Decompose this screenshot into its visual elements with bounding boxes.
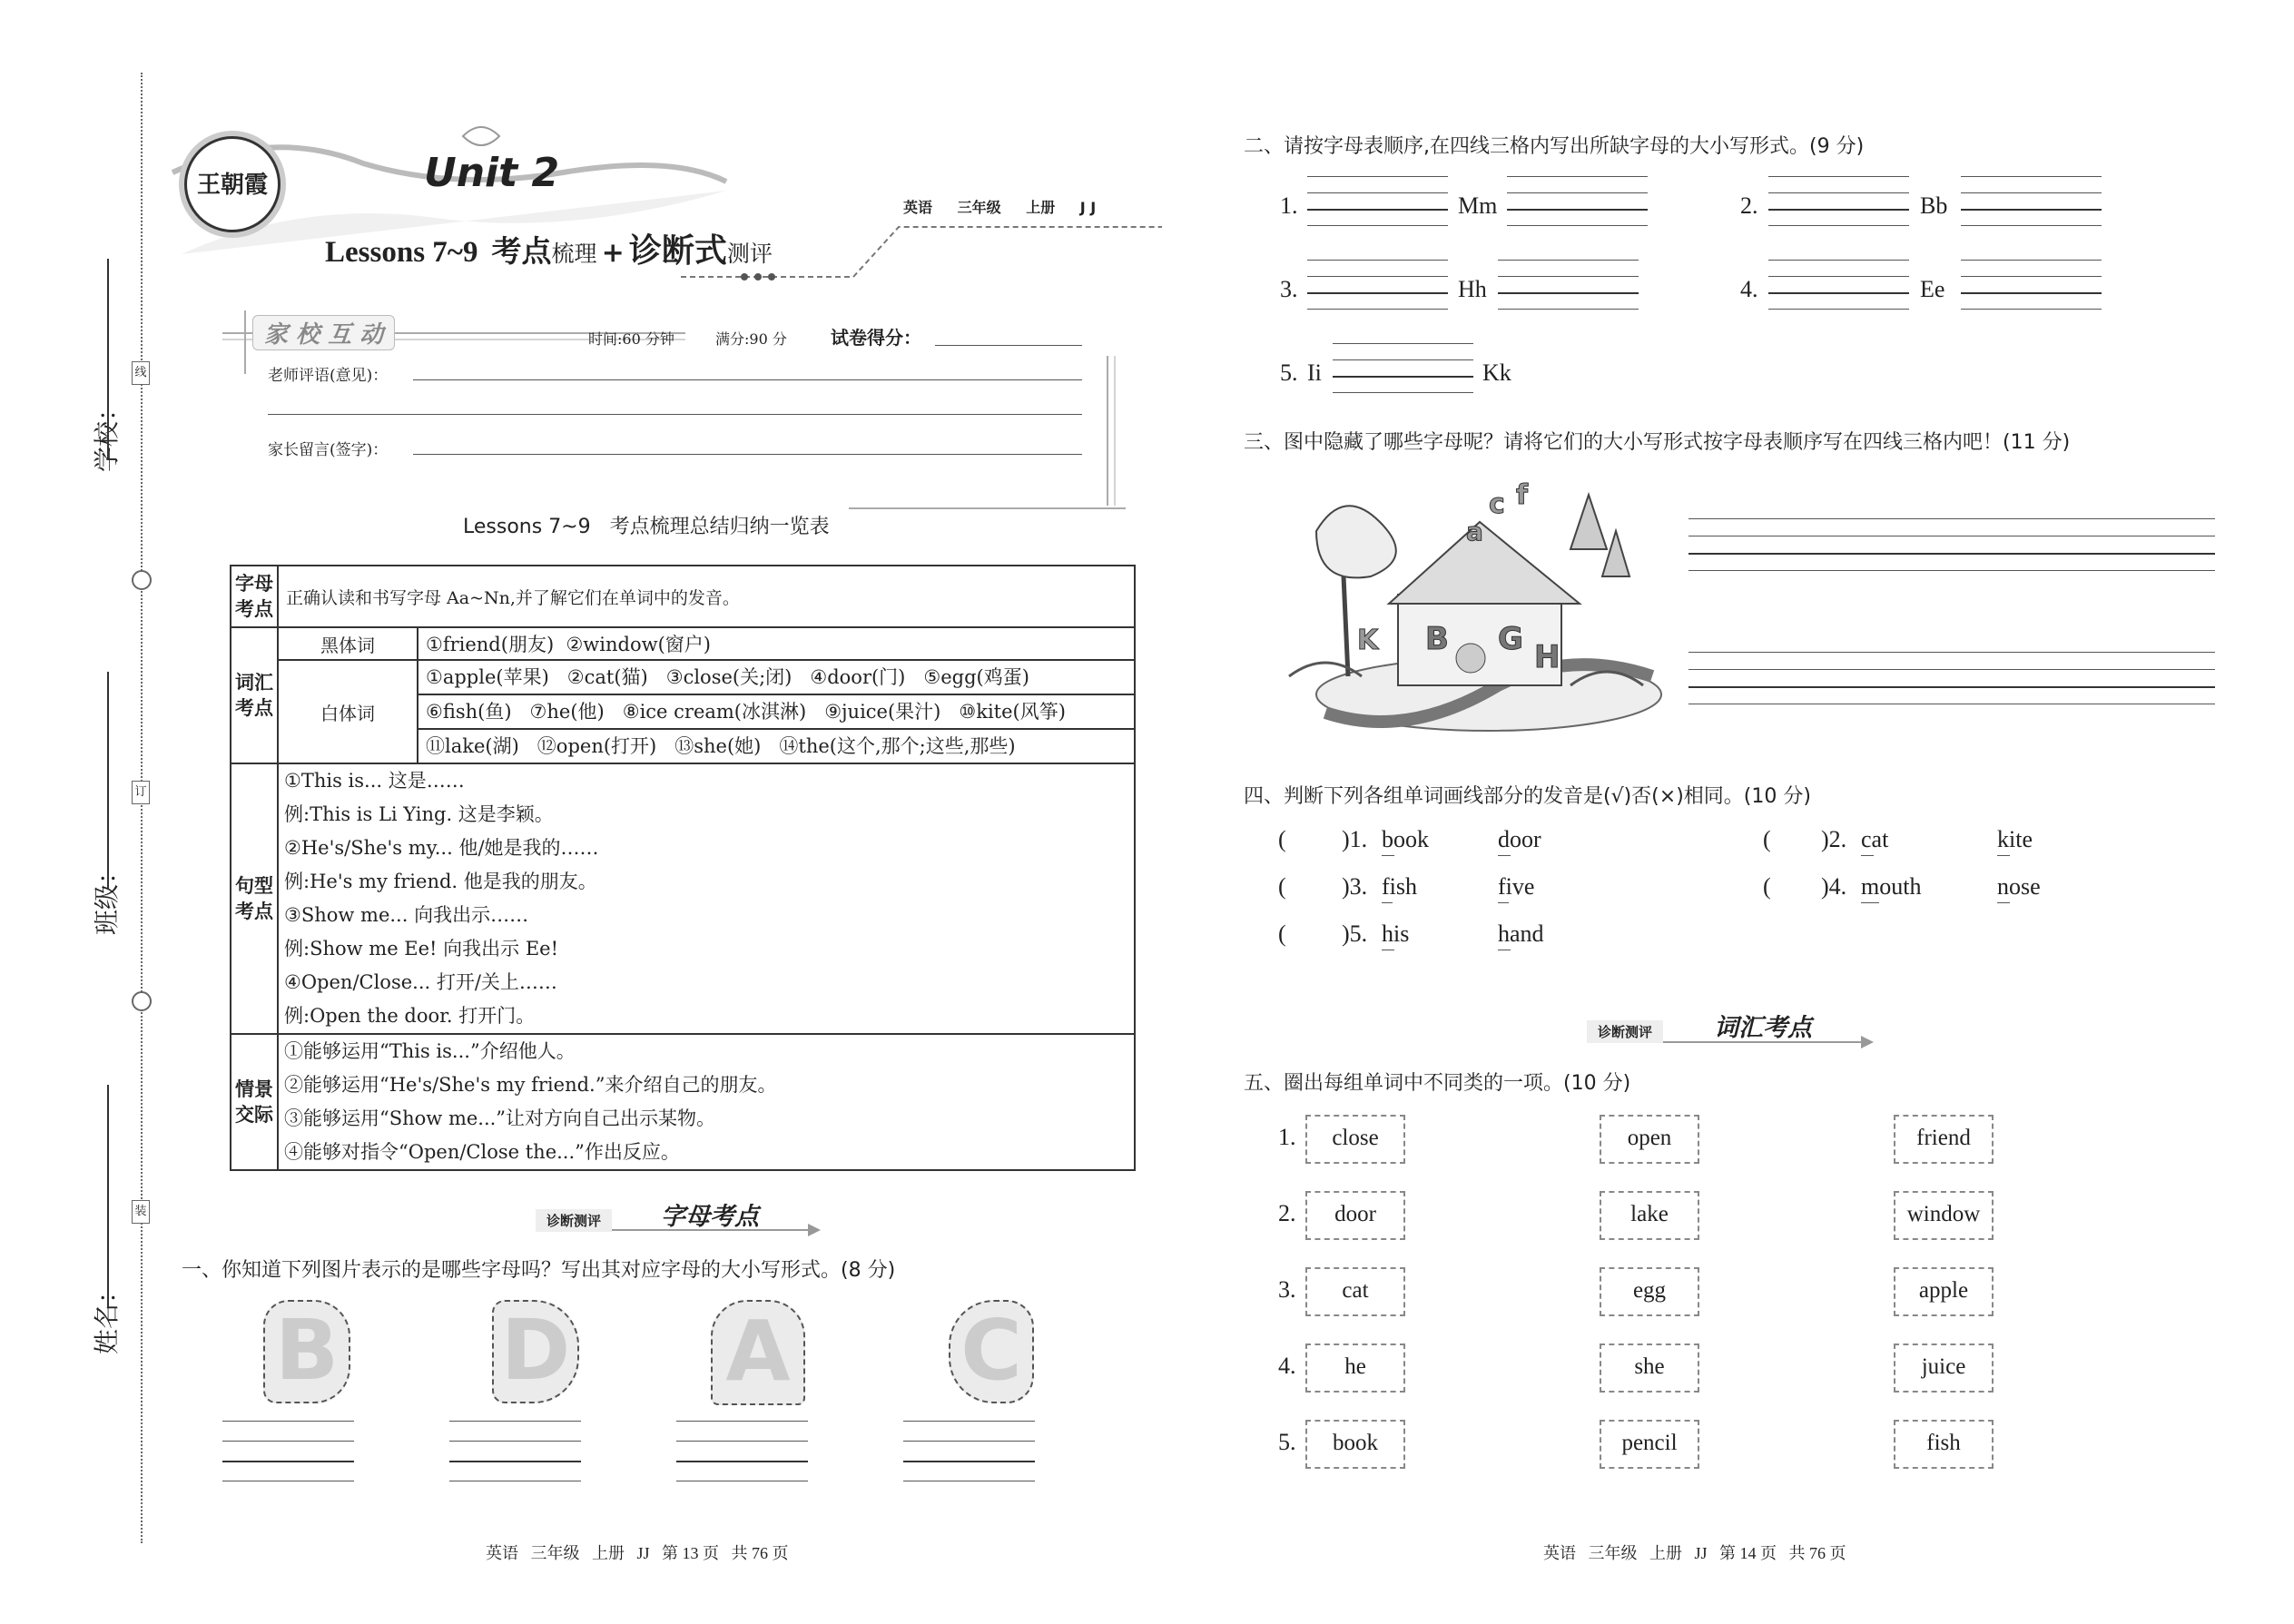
q5-word-box[interactable]: friend [1894,1115,1994,1164]
q2-given-3: Hh [1458,276,1487,302]
sentence-cat-1: 句型 [235,875,273,897]
q5-word-box[interactable]: book [1305,1420,1405,1469]
q4-paren-3[interactable]: ( [1278,873,1286,900]
situation-cat-2: 交际 [235,1104,273,1126]
parent-message-label: 家长留言(签字)： [268,441,389,459]
q2-num-4: 4. [1740,276,1758,302]
teacher-comment-line-2[interactable] [268,414,1082,415]
situation-category [231,1034,278,1170]
q2-grid-4b[interactable] [1961,260,2102,309]
q2-given-1: Mm [1458,192,1498,219]
sentence-row [231,763,1135,1034]
q1-picture-c [949,1300,1034,1403]
letter-cat-2: 考点 [235,598,273,620]
seal-mark-2: 订 [132,781,150,804]
white-words-line-3: ⑪lake(湖) ⑫open(打开) ⑬she(她) ⑭the(这个,那个;这些,那些) [426,735,1016,757]
situation-row [231,1034,1135,1170]
white-words-label: 白体词 [278,660,418,763]
sentence-category [231,763,278,1034]
q4-num-1: )1. [1342,826,1368,852]
class-field[interactable] [107,672,109,890]
q5-word-box[interactable]: window [1894,1191,1994,1240]
q2-grid-5[interactable] [1333,343,1473,392]
q1-answer-grid-3[interactable] [676,1421,808,1481]
q2-grid-1a[interactable] [1307,176,1448,225]
q2-grid-3b[interactable] [1498,260,1639,309]
q5-word-box[interactable]: apple [1894,1267,1994,1316]
q4-paren-2[interactable]: ( [1763,826,1771,852]
svg-text:a: a [1466,517,1483,546]
brand-logo [184,136,281,232]
sentence-content [278,763,1135,1034]
q1-picture-a [711,1300,805,1405]
name-field[interactable] [107,1085,109,1307]
q3-answer-grid-1[interactable] [1689,518,2215,570]
sentence-line: 例:He's my friend. 他是我的朋友。 [284,871,597,892]
q4-word-3b: five [1498,873,1535,900]
q2-grid-3a[interactable] [1307,260,1448,309]
letter-content: 正确认读和书写字母 Aa~Nn,并了解它们在单词中的发音。 [278,566,1135,627]
q4-underline [1382,855,1394,856]
seal-mark-3: 装 [132,1200,150,1224]
section-letters-title: 字母考点 [661,1203,759,1231]
tag-grade: 三年级 [957,199,1001,216]
q5-word-box[interactable]: she [1600,1343,1699,1393]
shuli: 梳理 [551,241,597,267]
class-label: 班级： [92,858,122,935]
q5-word-box[interactable]: he [1305,1343,1405,1393]
ceping: 测评 [726,241,773,267]
teacher-comment-label: 老师评语(意见)： [268,367,389,385]
q4-underline [1997,902,2010,903]
q2-given-5: Ii [1307,359,1322,386]
q2-num-1: 1. [1280,192,1298,219]
q5-prompt: 五、圈出每组单词中不同类的一项。(10 分) [1244,1072,1631,1095]
q5-word-box[interactable]: open [1600,1115,1699,1164]
q4-underline [1498,855,1511,856]
q4-underline [1382,902,1393,903]
q5-word-box[interactable]: pencil [1600,1420,1699,1469]
unit-title: Unit 2 [424,150,560,196]
plus-sign: + [601,237,625,269]
q1-answer-grid-4[interactable] [903,1421,1035,1481]
tag-subject: 英语 [903,199,933,216]
vocab-cat-1: 词汇 [235,672,273,694]
q4-prompt: 四、判断下列各组单词画线部分的发音是(√)否(×)相同。(10 分) [1244,785,1811,808]
q4-num-3: )3. [1342,873,1368,900]
q4-underline [1498,902,1509,903]
q4-paren-5[interactable]: ( [1278,920,1286,947]
binding-line [141,73,143,1543]
footer-right: 英语 三年级 上册 JJ 第 14 页 共 76 页 [1543,1544,1846,1562]
q5-word-box[interactable]: cat [1305,1267,1405,1316]
letter-cat-1: 字母 [235,573,273,595]
situation-line: ④能够对指令“Open/Close the...”作出反应。 [284,1141,680,1163]
q5-word-box[interactable]: close [1305,1115,1405,1164]
sentence-line: 例:This is Li Ying. 这是李颖。 [284,803,554,825]
q2-prompt: 二、请按字母表顺序,在四线三格内写出所缺字母的大小写形式。(9 分) [1244,135,1865,158]
q1-answer-grid-1[interactable] [222,1421,354,1481]
sentence-cat-2: 考点 [235,901,273,922]
q1-letter-b: B [274,1302,340,1399]
q2-given-4: Ee [1920,276,1945,302]
exam-full-score: 满分:90 分 [715,330,787,348]
lessons-range: Lessons 7~9 [325,236,478,269]
q4-underline [1861,855,1874,856]
q4-word-1a: book [1382,826,1429,852]
q5-word-box[interactable]: egg [1600,1267,1699,1316]
header-tags [903,196,1096,217]
vocab-cat-2: 考点 [235,697,273,719]
q4-word-1b: door [1498,826,1541,852]
q4-word-2b: kite [1997,826,2033,852]
school-field[interactable] [107,259,109,458]
situation-line: ③能够运用“Show me...”让对方向自己出示某物。 [284,1107,716,1129]
home-school-badge: 家 校 互 动 [252,315,395,350]
q4-num-4: )4. [1821,873,1847,900]
kaodian: 考点 [491,233,552,269]
q2-grid-4a[interactable] [1768,260,1909,309]
q3-hidden-letters-picture [1271,468,1670,749]
seal-mark-1: 线 [132,361,150,385]
sentence-line: ②He's/She's my... 他/她是我的…… [284,837,599,859]
vocab-white-row [231,660,1135,763]
q5-word-box[interactable]: juice [1894,1343,1994,1393]
summary-table [230,565,1136,1171]
q4-word-2a: cat [1861,826,1889,852]
q1-letter-c: C [960,1302,1022,1399]
brand-logo-text: 王朝霞 [196,172,268,199]
svg-text:H: H [1534,639,1561,675]
zhenduanshi: 诊断式 [628,231,727,270]
binding-dot-2 [132,991,152,1011]
svg-text:c: c [1489,488,1505,520]
sentence-line: ④Open/Close... 打开/关上…… [284,971,557,993]
q4-num-5: )5. [1342,920,1368,947]
bold-words: ①friend(朋友) ②window(窗户) [418,627,1135,660]
q5-num-2: 2. [1278,1200,1296,1226]
q5-num-3: 3. [1278,1276,1296,1303]
footer-left: 英语 三年级 上册 JJ 第 13 页 共 76 页 [486,1544,789,1562]
q1-answer-grid-2[interactable] [449,1421,581,1481]
q5-num-5: 5. [1278,1429,1296,1455]
q1-picture-d [492,1300,579,1403]
situation-line: ①能够运用“This is...”介绍他人。 [284,1040,576,1062]
sentence-line: 例:Show me Ee! 向我出示 Ee! [284,938,559,960]
q5-word-box[interactable]: fish [1894,1420,1994,1469]
bold-words-label: 黑体词 [278,627,418,660]
white-words-line-2: ⑥fish(鱼) ⑦he(他) ⑧ice cream(冰淇淋) ⑨juice(果汁) ⑩kite(风筝) [418,695,1134,730]
tag-volume: 上册 [1026,199,1056,216]
summary-title: Lessons 7~9 考点梳理总结归纳一览表 [463,516,830,538]
q1-letter-a: A [725,1303,791,1400]
sentence-line: 例:Open the door. 打开门。 [284,1005,536,1027]
q4-num-2: )2. [1821,826,1847,852]
situation-line: ②能够运用“He's/She's my friend.”来介绍自己的朋友。 [284,1074,777,1096]
q4-underline [1997,855,2010,856]
q3-answer-grid-2[interactable] [1689,652,2215,704]
q5-word-box[interactable]: door [1305,1191,1405,1240]
q4-word-5b: hand [1498,920,1544,947]
q1-letter-d: D [500,1302,571,1399]
vocab-bold-row [231,627,1135,660]
teacher-comment-line-1[interactable] [413,379,1082,380]
q2-given-2: Bb [1920,192,1948,219]
white-words [418,660,1135,763]
exam-score-field[interactable] [935,345,1082,346]
q4-word-3a: fish [1382,873,1417,900]
svg-text:B: B [1425,621,1449,657]
svg-text:f: f [1516,479,1529,511]
letter-category [231,566,278,627]
binding-dot-1 [132,570,152,590]
q3-prompt: 三、图中隐藏了哪些字母呢？请将它们的大小写形式按字母表顺序写在四线三格内吧！(11 分) [1244,431,2071,454]
name-label: 姓名： [92,1277,122,1354]
sentence-line: ①This is... 这是…… [284,770,465,792]
vocab-category [231,627,278,763]
q2-grid-2a[interactable] [1768,176,1909,225]
section-letters-tag: 诊断测评 [536,1209,612,1232]
q2-num-5: 5. [1280,359,1298,386]
q5-num-1: 1. [1278,1124,1296,1150]
tag-edition: J J [1079,199,1097,216]
sentence-line: ③Show me... 向我出示…… [284,904,529,926]
q2-num-2: 2. [1740,192,1758,219]
q5-word-box[interactable]: lake [1600,1191,1699,1240]
situation-cat-1: 情景 [235,1078,273,1100]
parent-message-line[interactable] [413,454,1082,455]
q1-picture-b [263,1300,350,1403]
q2-after-5: Kk [1482,359,1511,386]
q4-underline [1861,902,1879,903]
exam-time: 时间:60 分钟 [588,330,674,348]
q4-word-5a: his [1382,920,1410,947]
white-words-line-1: ①apple(苹果) ②cat(猫) ③close(关;闭) ④door(门) ⑤egg(鸡蛋) [418,661,1134,695]
section-vocab-tag: 诊断测评 [1587,1020,1663,1043]
school-label: 学校： [92,395,122,472]
q1-prompt: 一、你知道下列图片表示的是哪些字母吗？写出其对应字母的大小写形式。(8 分) [182,1259,896,1282]
svg-text:G: G [1498,621,1523,657]
q2-grid-2b[interactable] [1961,176,2102,225]
q5-num-4: 4. [1278,1353,1296,1379]
q4-paren-1[interactable]: ( [1278,826,1286,852]
section-vocab-title: 词汇考点 [1714,1014,1812,1042]
svg-text:K: K [1357,625,1379,656]
exam-score-label: 试卷得分： [831,327,921,349]
q2-num-3: 3. [1280,276,1298,302]
q4-word-4a: mouth [1861,873,1922,900]
q4-paren-4[interactable]: ( [1763,873,1771,900]
q4-word-4b: nose [1997,873,2041,900]
letter-row [231,566,1135,627]
q2-grid-1b[interactable] [1507,176,1648,225]
situation-content [278,1034,1135,1170]
